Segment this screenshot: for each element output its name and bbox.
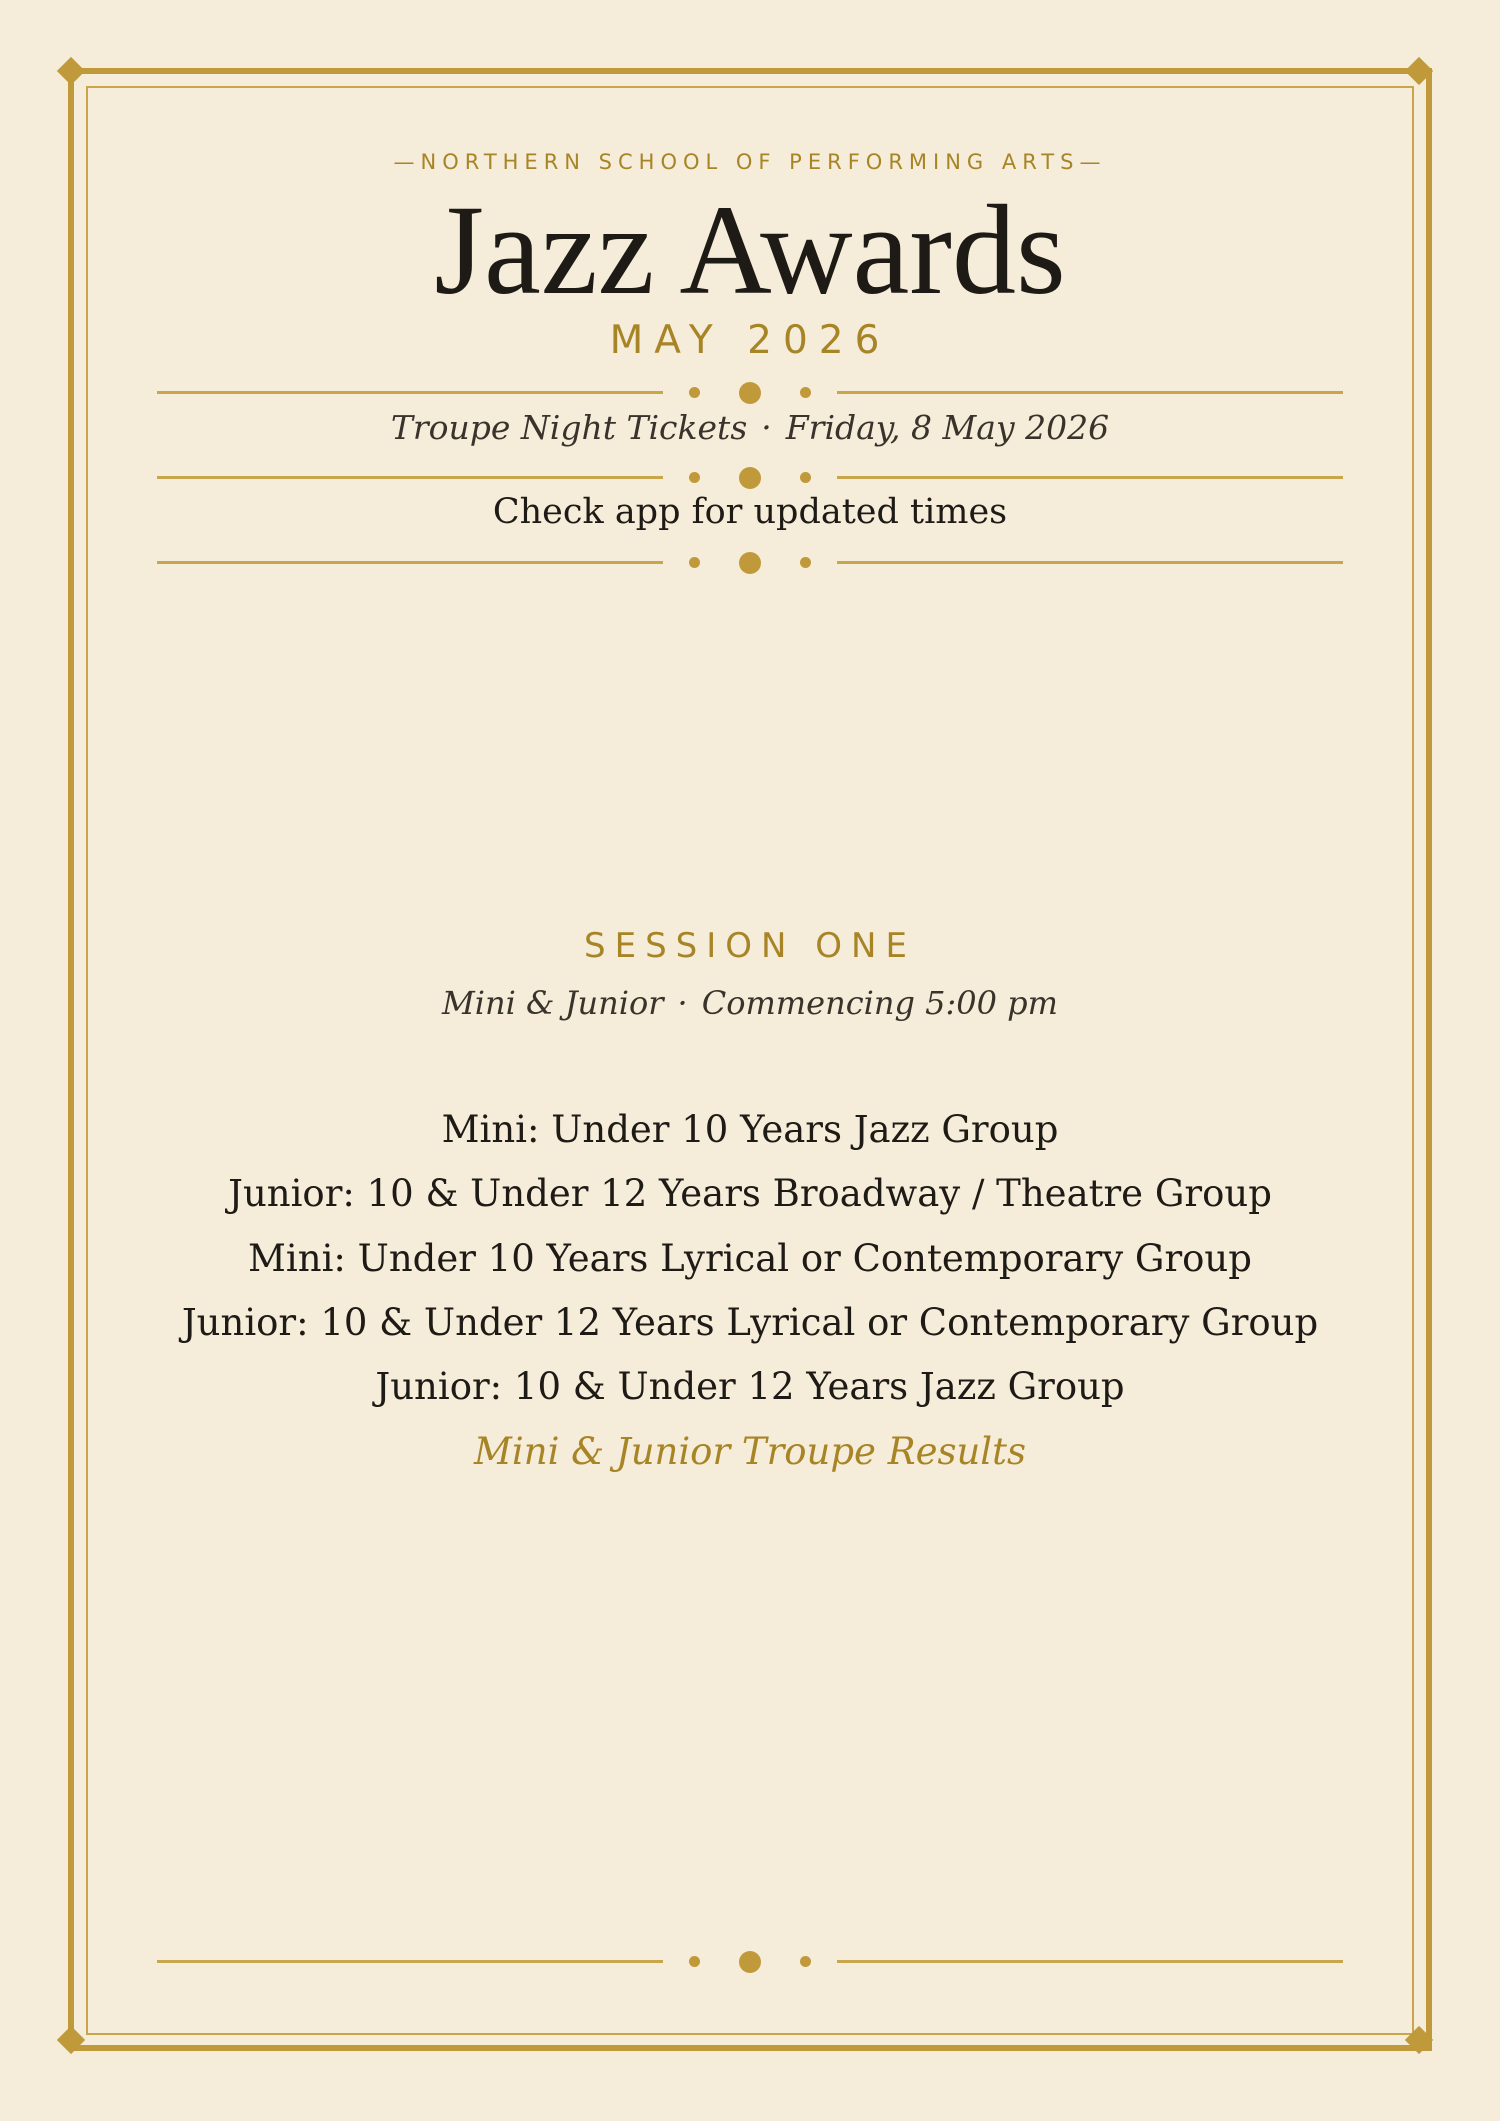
- divider-dot: [800, 387, 811, 398]
- divider-dot: [689, 472, 700, 483]
- ornament-divider: [157, 378, 1343, 408]
- ornament-divider: [157, 548, 1343, 578]
- ornament-divider: [157, 1947, 1343, 1977]
- divider-line: [837, 561, 1343, 564]
- divider-dot: [739, 382, 761, 404]
- session-start-time: Commencing 5:00 pm: [701, 984, 1058, 1022]
- divider-dot: [800, 1956, 811, 1967]
- school-name: —NORTHERN SCHOOL OF PERFORMING ARTS—: [393, 150, 1107, 174]
- divider-dot: [739, 1951, 761, 1973]
- divider-line: [837, 391, 1343, 394]
- troupe-results: Mini & Junior Troupe Results: [474, 1430, 1026, 1473]
- event-list: [0, 1098, 1500, 1419]
- ticket-line: [0, 408, 1500, 447]
- divider-dot: [689, 387, 700, 398]
- divider-line: [837, 476, 1343, 479]
- ticket-event-name: Troupe Night Tickets: [390, 408, 748, 447]
- event-item: Mini: Under 10 Years Jazz Group: [441, 1108, 1059, 1151]
- session-details: [0, 984, 1500, 1022]
- ticket-date: Friday, 8 May 2026: [785, 408, 1110, 447]
- session-separator: ·: [677, 984, 688, 1022]
- updated-times-notice: Check app for updated times: [492, 492, 1008, 532]
- divider-dot: [800, 472, 811, 483]
- ornament-divider: [157, 463, 1343, 493]
- divider-line: [157, 476, 663, 479]
- divider-dot: [739, 552, 761, 574]
- divider-dot: [739, 467, 761, 489]
- divider-line: [157, 561, 663, 564]
- event-item: Junior: 10 & Under 12 Years Jazz Group: [375, 1365, 1125, 1409]
- event-item: Junior: 10 & Under 12 Years Broadway / Theatre Group: [228, 1172, 1272, 1216]
- divider-line: [157, 391, 663, 394]
- page-title: Jazz Awards: [434, 179, 1066, 321]
- divider-line: [157, 1960, 663, 1963]
- divider-dot: [800, 557, 811, 568]
- event-item: Mini: Under 10 Years Lyrical or Contemporary Group: [248, 1236, 1252, 1280]
- ticket-separator: ·: [761, 408, 772, 447]
- event-month: MAY 2026: [609, 318, 891, 363]
- divider-line: [837, 1960, 1343, 1963]
- event-item: Junior: 10 & Under 12 Years Lyrical or Contemporary Group: [181, 1300, 1319, 1344]
- divider-dot: [689, 1956, 700, 1967]
- session-divisions: Mini & Junior: [442, 984, 664, 1022]
- session-heading: SESSION ONE: [584, 926, 916, 966]
- divider-dot: [689, 557, 700, 568]
